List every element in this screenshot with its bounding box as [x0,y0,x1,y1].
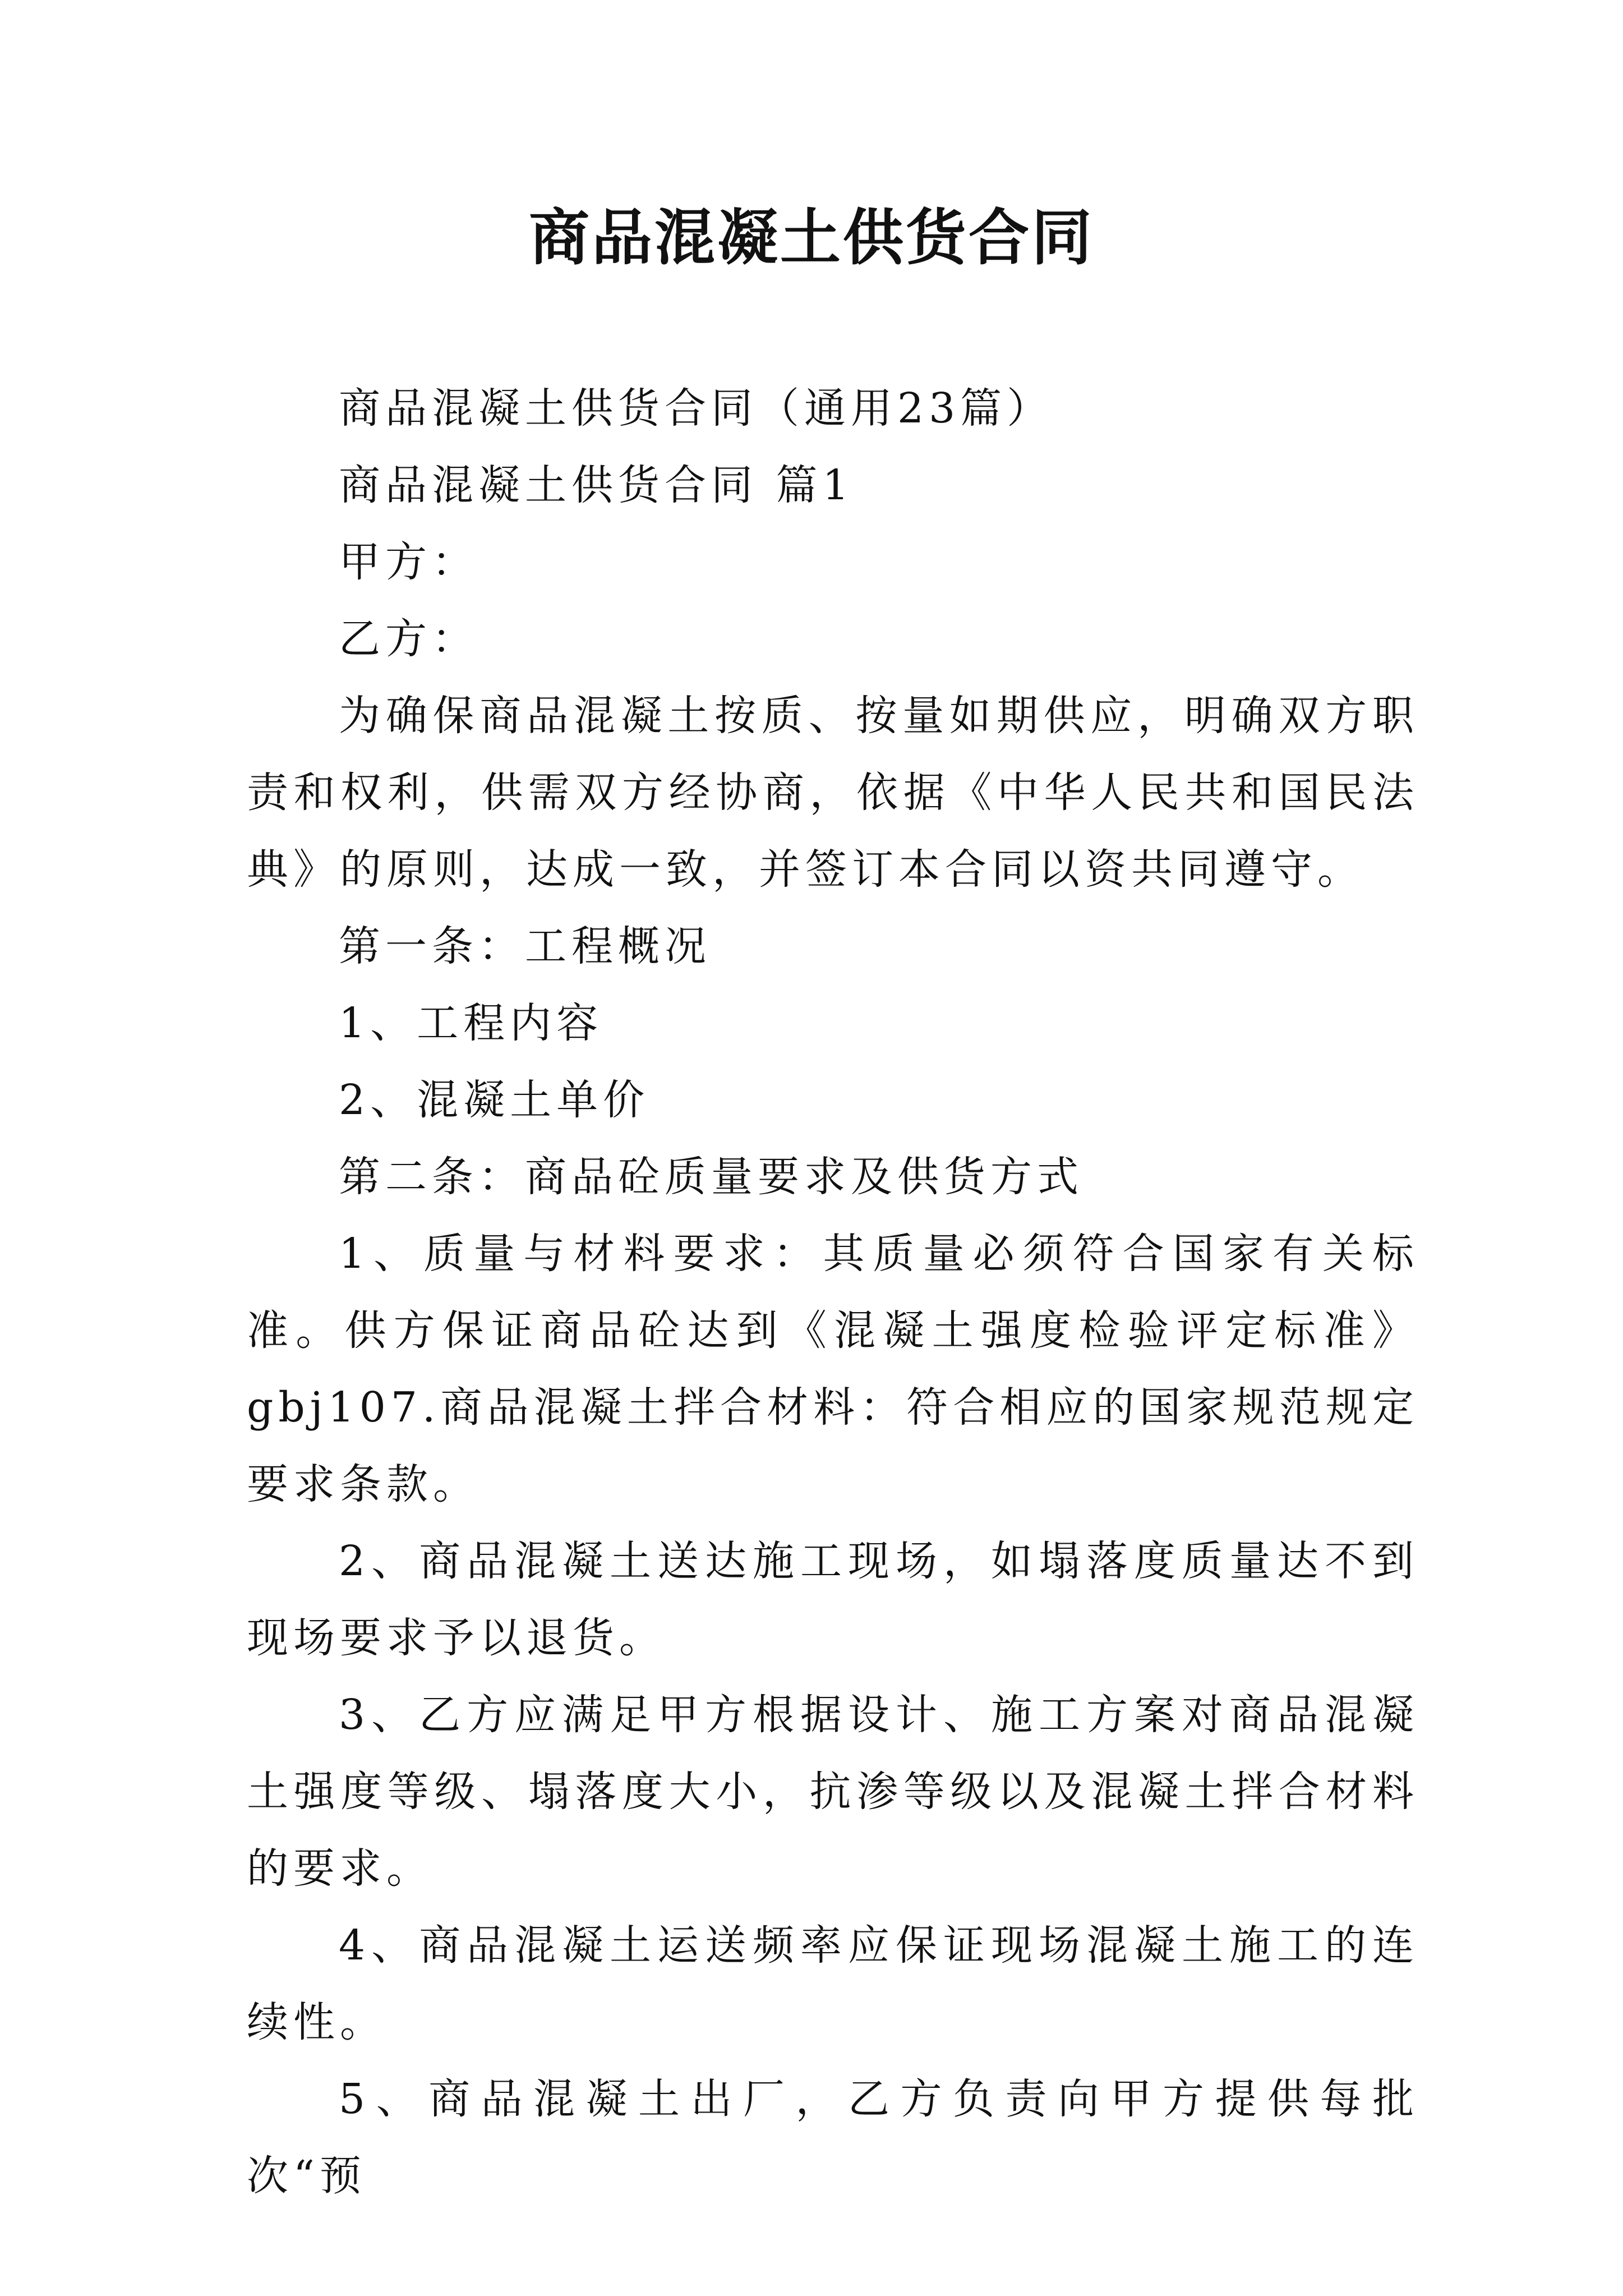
paragraph-item: 5、商品混凝土出厂，乙方负责向甲方提供每批次“预 [247,2075,1419,2200]
paragraph-item: 4、商品混凝土运送频率应保证现场混凝土施工的连续性。 [247,1921,1419,2046]
paragraph-item: 1、质量与材料要求：其质量必须符合国家有关标准。供方保证商品砼达到《混凝土强度检验评定标准》gbj107.商品混凝土拌合材料：符合相应的国家规范规定要求条款。 [247,1230,1419,1508]
paragraph-article-2: 第二条：商品砼质量要求及供货方式 [339,1153,1083,1201]
paragraph-part-title: 商品混凝土供货合同 篇1 [339,461,854,509]
paragraph-item: 2、混凝土单价 [339,1076,650,1124]
paragraph-item: 3、乙方应满足甲方根据设计、施工方案对商品混凝土强度等级、塌落度大小，抗渗等级以及混凝土拌合材料的要求。 [247,1691,1419,1893]
document-title: 商品混凝土供货合同 [528,203,1094,273]
document-body [247,370,1419,2215]
paragraph-preamble: 为确保商品混凝土按质、按量如期供应，明确双方职责和权利，供需双方经协商，依据《中华人民共和国民法典》的原则，达成一致，并签订本合同以资共同遵守。 [247,692,1419,894]
paragraph-party-a: 甲方： [339,538,478,586]
paragraph-item: 2、商品混凝土送达施工现场，如塌落度质量达不到现场要求予以退货。 [247,1537,1419,1662]
paragraph-heading: 商品混凝土供货合同（通用23篇） [339,384,1054,432]
paragraph-party-b: 乙方： [339,615,478,663]
paragraph-item: 1、工程内容 [339,999,603,1047]
paragraph-article-1: 第一条：工程概况 [339,922,711,970]
